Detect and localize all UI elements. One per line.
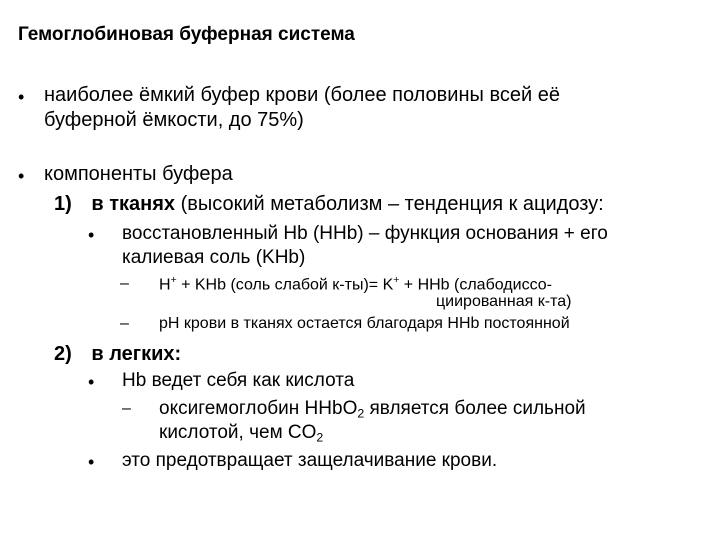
lungs-dash1-sub: 2: [357, 406, 365, 421]
tissues-item: [54, 193, 604, 216]
dash-icon: –: [122, 400, 131, 417]
bullet-icon: •: [18, 166, 25, 186]
tissues-dash1-line-2: циированная к-та): [436, 293, 572, 310]
bullet-icon: •: [18, 87, 25, 107]
slide-title: Гемоглобиновая буферная система: [18, 24, 355, 45]
tissues-number: 1): [54, 193, 72, 215]
bullet-1-line-2: буферной ёмкости, до 75%): [44, 109, 304, 131]
bullet-icon: •: [88, 225, 95, 245]
dash-icon: –: [120, 315, 129, 332]
dash1-sup-2: +: [393, 275, 400, 286]
tissues-heading: в тканях: [91, 193, 176, 215]
bullet-icon: •: [88, 372, 95, 392]
lungs-dash1-line-2: [159, 422, 323, 445]
tissues-dash2: pH крови в тканях остается благодаря HHb постоянной: [159, 315, 570, 332]
tissues-sub1-line-2: калиевая соль (KHb): [122, 247, 306, 268]
dash1-sup-1: +: [170, 275, 177, 286]
lungs-dash1-part-a: оксигемоглобин HHbO: [159, 398, 358, 419]
lungs-dash1-part-b: является более сильной: [364, 398, 586, 419]
lungs-number: 2): [54, 343, 72, 365]
dash1-part-a: H: [159, 276, 171, 294]
dash-icon: –: [120, 275, 129, 292]
dash1-part-c: + HHb (слабодиссо-: [399, 276, 552, 294]
lungs-sub2: это предотвращает защелачивание крови.: [122, 450, 498, 471]
tissues-sub1-line-1: восстановленный Hb (HHb) – функция основания + его: [122, 223, 608, 244]
tissues-rest: (высокий метаболизм – тенденция к ацидозу:: [175, 193, 604, 215]
bullet-2-text: компоненты буфера: [44, 163, 233, 185]
lungs-dash1-line-1: [159, 398, 586, 421]
lungs-dash1-line2-text: кислотой, чем CO: [159, 422, 317, 443]
tissues-dash1-line-1: [159, 275, 552, 294]
lungs-item: [54, 343, 181, 366]
bullet-1-line-1: наиболее ёмкий буфер крови (более половины всей её: [44, 84, 560, 106]
lungs-sub1: Hb ведет себя как кислота: [122, 370, 355, 391]
dash1-part-b: + KHb (соль слабой к-ты)= K: [176, 276, 394, 294]
lungs-dash1-line2-sub: 2: [316, 430, 324, 445]
lungs-heading: в легких:: [91, 343, 182, 365]
bullet-icon: •: [88, 452, 95, 472]
